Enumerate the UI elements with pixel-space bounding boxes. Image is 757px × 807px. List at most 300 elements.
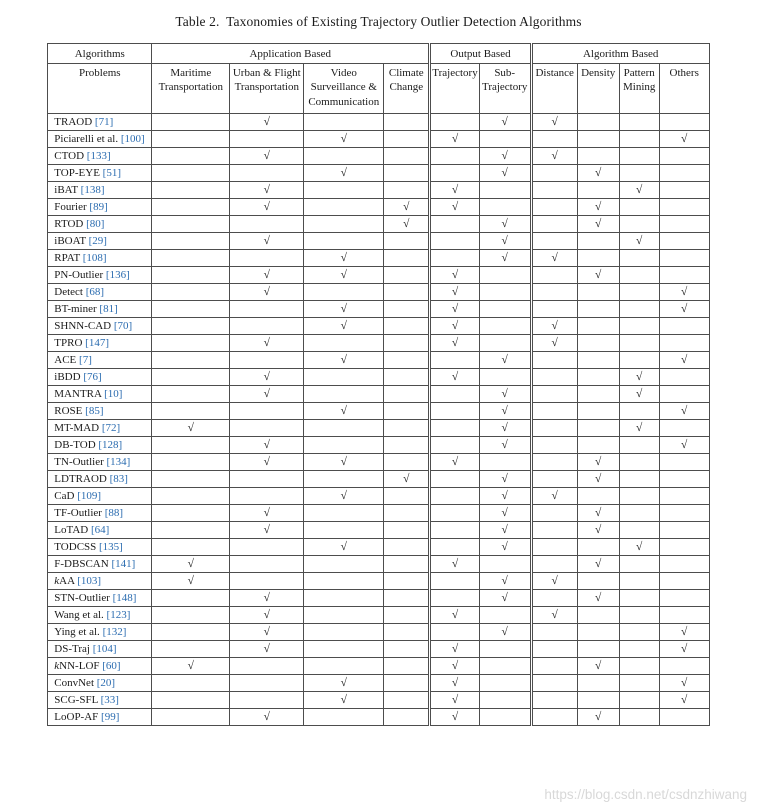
citation-link[interactable]: [85]	[85, 405, 104, 417]
check-mark: √	[263, 269, 270, 281]
check-cell	[230, 607, 304, 624]
check-cell	[304, 505, 384, 522]
check-cell	[152, 369, 230, 386]
algorithm-name-cell	[48, 182, 152, 199]
citation-link[interactable]: [128]	[98, 439, 123, 451]
check-cell	[577, 318, 619, 335]
citation-link[interactable]: [20]	[96, 677, 116, 689]
check-cell	[304, 590, 384, 607]
algorithm-name-cell	[48, 624, 152, 641]
check-cell	[619, 386, 659, 403]
citation-link[interactable]: [10]	[104, 388, 123, 400]
algorithm-name-cell	[48, 267, 152, 284]
check-mark: √	[340, 320, 347, 332]
check-mark: √	[263, 439, 270, 451]
table-row	[48, 114, 709, 131]
check-cell	[304, 658, 384, 675]
check-cell	[304, 692, 384, 709]
check-cell	[304, 165, 384, 182]
check-cell	[384, 692, 430, 709]
check-cell	[577, 573, 619, 590]
check-mark: √	[681, 405, 688, 417]
check-cell	[304, 352, 384, 369]
table-row	[48, 471, 709, 488]
check-cell	[304, 641, 384, 658]
check-cell	[479, 386, 531, 403]
check-cell	[577, 403, 619, 420]
citation-link[interactable]: [109]	[77, 490, 102, 502]
citation-link[interactable]: [136]	[105, 269, 130, 281]
check-mark: √	[340, 252, 347, 264]
check-cell	[230, 658, 304, 675]
check-cell	[577, 641, 619, 658]
citation-link[interactable]: [72]	[101, 422, 121, 434]
citation-link[interactable]: [76]	[83, 371, 102, 383]
algorithm-name: F-DBSCAN	[54, 558, 109, 570]
check-cell	[479, 318, 531, 335]
check-cell	[230, 522, 304, 539]
check-cell	[430, 709, 479, 726]
check-cell	[152, 573, 230, 590]
check-cell	[577, 386, 619, 403]
citation-link[interactable]: [133]	[86, 150, 111, 162]
check-cell	[659, 352, 709, 369]
check-cell	[152, 607, 230, 624]
algorithm-name: LoOP-AF	[54, 711, 99, 723]
check-cell	[577, 216, 619, 233]
check-cell	[152, 675, 230, 692]
check-mark: √	[501, 626, 508, 638]
check-cell	[659, 471, 709, 488]
check-mark: √	[501, 541, 508, 553]
check-cell	[659, 284, 709, 301]
check-mark: √	[501, 592, 508, 604]
algorithm-name-cell	[48, 318, 152, 335]
check-cell	[619, 267, 659, 284]
algorithm-name: MANTRA	[54, 388, 102, 400]
check-cell	[304, 182, 384, 199]
check-cell	[531, 369, 577, 386]
check-cell	[152, 284, 230, 301]
check-mark: √	[451, 286, 459, 298]
citation-link[interactable]: [51]	[102, 167, 121, 179]
check-mark: √	[403, 218, 410, 230]
check-cell	[304, 386, 384, 403]
citation-link[interactable]: [89]	[89, 201, 108, 213]
check-cell	[152, 352, 230, 369]
check-cell	[479, 335, 531, 352]
check-mark: √	[595, 524, 602, 536]
check-cell	[152, 301, 230, 318]
check-mark: √	[451, 660, 459, 672]
check-cell	[430, 658, 479, 675]
check-cell	[384, 233, 430, 250]
check-cell	[531, 488, 577, 505]
check-cell	[304, 250, 384, 267]
table-row	[48, 250, 709, 267]
check-cell	[304, 488, 384, 505]
check-cell	[230, 420, 304, 437]
check-cell	[619, 250, 659, 267]
check-cell	[304, 403, 384, 420]
citation-link[interactable]: [88]	[104, 507, 124, 519]
check-cell	[619, 675, 659, 692]
check-cell	[230, 692, 304, 709]
check-cell	[659, 624, 709, 641]
check-cell	[531, 573, 577, 590]
algorithm-name: iBAT	[54, 184, 78, 196]
check-cell	[577, 522, 619, 539]
check-cell	[479, 522, 531, 539]
check-cell	[659, 233, 709, 250]
algorithm-name-cell	[48, 284, 152, 301]
table-header	[48, 44, 709, 114]
check-mark: √	[451, 201, 459, 213]
check-cell	[619, 471, 659, 488]
check-cell	[152, 692, 230, 709]
check-cell	[619, 318, 659, 335]
check-mark: √	[187, 422, 194, 434]
citation-link[interactable]: [108]	[82, 252, 107, 264]
check-cell	[304, 335, 384, 352]
check-cell	[304, 301, 384, 318]
citation-link[interactable]: [148]	[112, 592, 137, 604]
check-cell	[479, 114, 531, 131]
check-cell	[230, 641, 304, 658]
check-cell	[230, 335, 304, 352]
check-cell	[479, 352, 531, 369]
check-mark: √	[451, 643, 459, 655]
check-cell	[152, 454, 230, 471]
check-cell	[619, 539, 659, 556]
algorithm-name-cell	[48, 250, 152, 267]
algorithm-name: SHNN-CAD	[54, 320, 112, 332]
check-mark: √	[263, 286, 270, 298]
check-cell	[152, 131, 230, 148]
check-cell	[577, 165, 619, 182]
check-cell	[230, 250, 304, 267]
check-cell	[384, 488, 430, 505]
check-cell	[304, 539, 384, 556]
check-cell	[479, 505, 531, 522]
check-cell	[479, 369, 531, 386]
check-cell	[479, 182, 531, 199]
check-cell	[619, 352, 659, 369]
check-cell	[479, 131, 531, 148]
check-cell	[619, 148, 659, 165]
check-cell	[531, 335, 577, 352]
citation-link[interactable]: [141]	[111, 558, 136, 570]
check-cell	[531, 505, 577, 522]
citation-link[interactable]: [71]	[94, 116, 114, 128]
check-cell	[531, 692, 577, 709]
check-cell	[577, 505, 619, 522]
check-cell	[531, 624, 577, 641]
citation-link[interactable]: [134]	[106, 456, 131, 468]
check-mark: √	[340, 405, 347, 417]
algorithm-name-cell	[48, 692, 152, 709]
check-cell	[152, 488, 230, 505]
check-cell	[430, 420, 479, 437]
check-mark: √	[681, 643, 688, 655]
check-mark: √	[340, 456, 347, 468]
algorithm-name-cell	[48, 573, 152, 590]
check-cell	[430, 692, 479, 709]
citation-link[interactable]: [83]	[109, 473, 128, 485]
check-cell	[152, 641, 230, 658]
citation-link[interactable]: [100]	[120, 133, 145, 145]
check-cell	[531, 420, 577, 437]
check-cell	[152, 386, 230, 403]
algorithm-name-cell	[48, 335, 152, 352]
check-cell	[230, 590, 304, 607]
algorithm-name-cell	[48, 420, 152, 437]
citation-link[interactable]: [81]	[99, 303, 118, 315]
check-cell	[304, 114, 384, 131]
check-cell	[230, 624, 304, 641]
check-cell	[479, 624, 531, 641]
check-cell	[430, 539, 479, 556]
check-cell	[619, 454, 659, 471]
check-cell	[430, 250, 479, 267]
check-cell	[430, 488, 479, 505]
check-cell	[230, 573, 304, 590]
check-mark: √	[451, 320, 459, 332]
table-row	[48, 624, 709, 641]
check-cell	[430, 148, 479, 165]
check-cell	[619, 658, 659, 675]
check-cell	[430, 624, 479, 641]
check-mark: √	[595, 660, 602, 672]
check-cell	[619, 522, 659, 539]
check-cell	[430, 216, 479, 233]
check-cell	[577, 131, 619, 148]
check-mark: √	[187, 558, 194, 570]
check-cell	[619, 607, 659, 624]
check-mark: √	[263, 456, 270, 468]
column-header-others: Others	[659, 64, 709, 114]
citation-link[interactable]: [64]	[90, 524, 110, 536]
check-mark: √	[451, 337, 459, 349]
check-cell	[230, 675, 304, 692]
check-mark: √	[636, 235, 643, 247]
citation-link[interactable]: [70]	[113, 320, 133, 332]
check-mark: √	[595, 218, 602, 230]
check-cell	[430, 556, 479, 573]
table-row	[48, 284, 709, 301]
algorithm-name-cell	[48, 556, 152, 573]
check-cell	[531, 539, 577, 556]
check-cell	[152, 148, 230, 165]
check-cell	[619, 641, 659, 658]
check-mark: √	[263, 201, 270, 213]
citation-link[interactable]: [99]	[101, 711, 120, 723]
check-mark: √	[451, 711, 459, 723]
check-cell	[430, 267, 479, 284]
table-row	[48, 437, 709, 454]
check-cell	[577, 420, 619, 437]
check-cell	[384, 539, 430, 556]
check-cell	[430, 454, 479, 471]
check-mark: √	[263, 507, 270, 519]
algorithm-name: ROSE	[54, 405, 83, 417]
table-row	[48, 403, 709, 420]
check-cell	[577, 182, 619, 199]
check-cell	[531, 386, 577, 403]
algorithm-name-cell	[48, 658, 152, 675]
check-cell	[430, 318, 479, 335]
check-cell	[659, 250, 709, 267]
algorithm-name-cell	[48, 352, 152, 369]
check-cell	[430, 131, 479, 148]
check-cell	[384, 624, 430, 641]
citation-link[interactable]: [68]	[85, 286, 105, 298]
algorithm-name: STN-Outlier	[54, 592, 110, 604]
corner-problems: Problems	[48, 64, 152, 114]
citation-link[interactable]: [104]	[92, 643, 117, 655]
check-cell	[619, 114, 659, 131]
algorithm-name: Piciarelli et al.	[54, 133, 119, 145]
column-header-maritime-transportation: Maritime Transportation	[152, 64, 230, 114]
check-cell	[430, 199, 479, 216]
check-cell	[577, 267, 619, 284]
check-cell	[230, 454, 304, 471]
check-cell	[230, 318, 304, 335]
table-row	[48, 488, 709, 505]
check-cell	[430, 114, 479, 131]
check-mark: √	[263, 626, 270, 638]
check-cell	[384, 556, 430, 573]
check-mark: √	[263, 235, 270, 247]
table-row	[48, 165, 709, 182]
check-cell	[152, 658, 230, 675]
check-cell	[659, 182, 709, 199]
check-cell	[619, 369, 659, 386]
algorithm-name-cell	[48, 165, 152, 182]
citation-link[interactable]: [80]	[86, 218, 105, 230]
algorithm-name: DS-Traj	[54, 643, 90, 655]
check-mark: √	[501, 422, 508, 434]
check-cell	[304, 675, 384, 692]
check-cell	[577, 590, 619, 607]
citation-link[interactable]: [103]	[77, 575, 102, 587]
table-row	[48, 539, 709, 556]
citation-link[interactable]: [123]	[106, 609, 131, 621]
citation-link[interactable]: [138]	[80, 184, 105, 196]
check-cell	[531, 352, 577, 369]
check-cell	[230, 539, 304, 556]
check-cell	[384, 573, 430, 590]
check-mark: √	[263, 388, 270, 400]
check-cell	[430, 386, 479, 403]
check-cell	[430, 182, 479, 199]
check-mark: √	[263, 116, 270, 128]
check-cell	[577, 335, 619, 352]
check-mark: √	[595, 558, 602, 570]
algorithm-name-cell	[48, 199, 152, 216]
check-cell	[577, 709, 619, 726]
check-cell	[230, 505, 304, 522]
check-cell	[577, 250, 619, 267]
check-mark: √	[403, 473, 410, 485]
check-mark: √	[451, 456, 459, 468]
check-cell	[384, 250, 430, 267]
check-cell	[659, 454, 709, 471]
check-cell	[659, 573, 709, 590]
check-cell	[479, 165, 531, 182]
check-cell	[430, 403, 479, 420]
check-cell	[384, 420, 430, 437]
check-mark: √	[681, 626, 688, 638]
citation-link[interactable]: [135]	[99, 541, 123, 553]
check-cell	[619, 301, 659, 318]
check-cell	[152, 556, 230, 573]
algorithm-name-cell	[48, 437, 152, 454]
check-mark: √	[263, 592, 270, 604]
table-row	[48, 386, 709, 403]
citation-link[interactable]: [147]	[85, 337, 109, 349]
citation-link[interactable]: [60]	[102, 660, 121, 672]
table-row	[48, 454, 709, 471]
check-cell	[659, 522, 709, 539]
check-cell	[577, 352, 619, 369]
check-mark: √	[340, 694, 347, 706]
table-row	[48, 335, 709, 352]
column-header-urban-flight-transportation: Urban & Flight Transportation	[230, 64, 304, 114]
check-cell	[479, 233, 531, 250]
check-cell	[577, 199, 619, 216]
check-cell	[479, 250, 531, 267]
column-header-density: Density	[577, 64, 619, 114]
citation-link[interactable]: [7]	[79, 354, 92, 366]
check-cell	[384, 505, 430, 522]
citation-link[interactable]: [33]	[100, 694, 119, 706]
check-cell	[659, 165, 709, 182]
algorithm-name-cell	[48, 488, 152, 505]
algorithm-name-cell	[48, 301, 152, 318]
check-cell	[577, 607, 619, 624]
check-cell	[384, 386, 430, 403]
table-caption: Table 2. Taxonomies of Existing Trajectory Outlier Detection Algorithms	[175, 14, 582, 29]
check-cell	[479, 641, 531, 658]
check-cell	[531, 556, 577, 573]
table-row	[48, 675, 709, 692]
check-cell	[479, 709, 531, 726]
check-cell	[230, 284, 304, 301]
citation-link[interactable]: [29]	[88, 235, 107, 247]
check-cell	[659, 369, 709, 386]
column-header-video-surveillance-communication: Video Surveillance & Communication	[304, 64, 384, 114]
check-cell	[230, 267, 304, 284]
check-cell	[659, 607, 709, 624]
check-cell	[384, 148, 430, 165]
check-cell	[384, 131, 430, 148]
citation-link[interactable]: [132]	[102, 626, 127, 638]
check-mark: √	[681, 286, 688, 298]
check-cell	[531, 675, 577, 692]
check-cell	[531, 658, 577, 675]
check-cell	[304, 454, 384, 471]
check-mark: √	[263, 184, 270, 196]
check-cell	[304, 131, 384, 148]
table-row	[48, 522, 709, 539]
check-mark: √	[595, 167, 602, 179]
algorithm-name: iBDD	[54, 371, 81, 383]
group-header-output-based: Output Based	[430, 44, 531, 64]
check-mark: √	[595, 507, 602, 519]
check-cell	[531, 437, 577, 454]
check-mark: √	[551, 490, 558, 502]
